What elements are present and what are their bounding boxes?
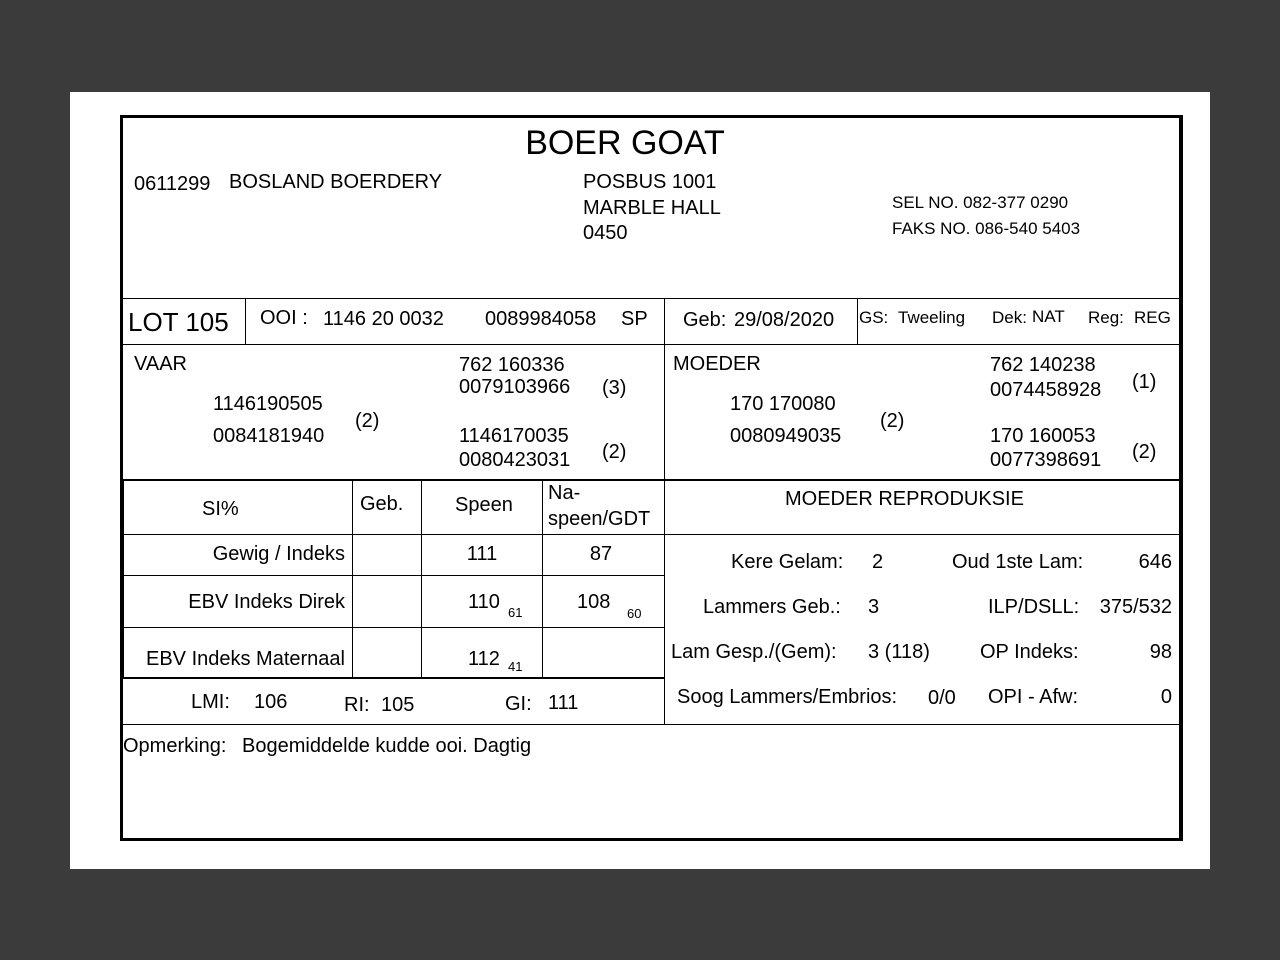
- address-line: POSBUS 1001: [583, 171, 717, 193]
- page-title: BOER GOAT: [525, 124, 725, 162]
- divider: [122, 724, 1180, 725]
- sire-reg-id: 0084181940: [213, 425, 325, 447]
- divider: [122, 677, 665, 679]
- sire-label: VAAR: [134, 353, 187, 375]
- paternal-granddam-count: (2): [602, 441, 627, 463]
- row-naspeen-accuracy: 60: [627, 606, 642, 621]
- ooi-label: OOI :: [260, 307, 308, 329]
- dek-label: Dek:: [992, 308, 1027, 327]
- row-naspeen-value: 87: [589, 543, 613, 565]
- row-label: EBV Indeks Direk: [188, 591, 345, 613]
- lammers-value: 3: [868, 596, 880, 618]
- row-speen-accuracy: 61: [508, 605, 523, 620]
- row-speen-value: 111: [466, 543, 498, 565]
- sire-id: 1146190505: [213, 393, 323, 415]
- maternal-granddam-id: 170 160053: [990, 425, 1096, 447]
- divider: [664, 298, 665, 724]
- divider: [122, 479, 1180, 481]
- row-speen-accuracy: 41: [508, 659, 523, 674]
- soog-value: 0/0: [928, 687, 956, 709]
- gesp-label: Lam Gesp./(Gem):: [671, 641, 837, 663]
- row-speen-value: 110: [468, 591, 500, 613]
- lammers-label: Lammers Geb.:: [703, 596, 841, 618]
- divider: [122, 575, 665, 576]
- paternal-grandsire-reg-id: 0079103966: [459, 376, 571, 398]
- opi-label: OPI - Afw:: [988, 686, 1079, 708]
- maternal-granddam-count: (2): [1132, 441, 1157, 463]
- dam-id: 170 170080: [730, 393, 836, 415]
- paternal-granddam-id: 1146170035: [459, 425, 569, 447]
- paternal-grandsire-count: (3): [602, 377, 627, 399]
- remarks-label: Opmerking:: [123, 735, 227, 757]
- maternal-granddam-reg-id: 0077398691: [990, 449, 1102, 471]
- gi-label: GI:: [505, 693, 532, 715]
- divider: [122, 298, 1180, 299]
- divider: [122, 534, 1180, 535]
- lmi-value: 106: [254, 691, 288, 713]
- opi-value: 0: [1160, 686, 1172, 708]
- ooi-id: 1146 20 0032: [323, 308, 444, 330]
- reproduction-title: MOEDER REPRODUKSIE: [785, 488, 1024, 510]
- row-speen-value: 112: [468, 648, 500, 670]
- address-line: MARBLE HALL: [583, 197, 721, 219]
- remarks-text: Bogemiddelde kudde ooi. Dagtig: [242, 735, 532, 757]
- breeder-number: 0611299: [134, 173, 211, 195]
- ri-label: RI:: [344, 694, 370, 716]
- divider: [352, 481, 353, 678]
- maternal-grandsire-count: (1): [1132, 371, 1157, 393]
- registration-id: 0089984058: [485, 308, 597, 330]
- gi-value: 111: [548, 692, 579, 714]
- ilp-label: ILP/DSLL:: [988, 596, 1080, 618]
- divider: [245, 298, 246, 344]
- address-line: 0450: [583, 222, 628, 244]
- dam-reg-id: 0080949035: [730, 425, 842, 447]
- kere-label: Kere Gelam:: [731, 551, 844, 573]
- maternal-grandsire-reg-id: 0074458928: [990, 379, 1102, 401]
- fax-number: FAKS NO. 086-540 5403: [892, 219, 1081, 238]
- reg-label: Reg:: [1088, 308, 1124, 327]
- gs-value: Tweeling: [898, 308, 966, 327]
- birth-date: 29/08/2020: [734, 309, 835, 331]
- reg-value: REG: [1134, 308, 1171, 327]
- paternal-granddam-reg-id: 0080423031: [459, 449, 571, 471]
- row-label: EBV Indeks Maternaal: [146, 648, 345, 670]
- gesp-value: 3 (118): [868, 641, 930, 663]
- divider: [122, 627, 665, 628]
- divider: [542, 481, 543, 678]
- oud-label: Oud 1ste Lam:: [952, 551, 1084, 573]
- registration-suffix: SP: [621, 308, 648, 330]
- breeder-name: BOSLAND BOERDERY: [229, 171, 443, 193]
- geb-header: Geb.: [360, 493, 404, 515]
- gs-label: GS:: [859, 308, 889, 327]
- dam-label: MOEDER: [673, 353, 761, 375]
- op-label: OP Indeks:: [980, 641, 1079, 663]
- sire-count: (2): [355, 410, 380, 432]
- paternal-grandsire-id: 762 160336: [459, 354, 565, 376]
- divider: [122, 344, 1180, 345]
- kere-value: 2: [872, 551, 884, 573]
- dam-count: (2): [880, 410, 905, 432]
- maternal-grandsire-id: 762 140238: [990, 354, 1096, 376]
- ri-value: 105: [381, 694, 415, 716]
- birth-label: Geb:: [683, 309, 727, 331]
- ilp-value: 375/532: [1099, 596, 1172, 618]
- naspeen-header: speen/GDT: [548, 508, 651, 530]
- soog-label: Soog Lammers/Embrios:: [677, 686, 898, 708]
- lot-number: LOT 105: [128, 307, 229, 337]
- row-label: Gewig / Indeks: [212, 543, 345, 565]
- phone-number: SEL NO. 082-377 0290: [892, 193, 1069, 212]
- si-header: SI%: [202, 498, 239, 520]
- divider: [857, 298, 858, 344]
- op-value: 98: [1149, 641, 1172, 663]
- naspeen-header: Na-: [548, 482, 581, 504]
- dek-value: NAT: [1032, 307, 1065, 326]
- speen-header: Speen: [455, 494, 513, 516]
- divider: [421, 481, 422, 678]
- oud-value: 646: [1138, 551, 1172, 573]
- lmi-label: LMI:: [191, 691, 230, 713]
- row-naspeen-value: 108: [577, 591, 611, 613]
